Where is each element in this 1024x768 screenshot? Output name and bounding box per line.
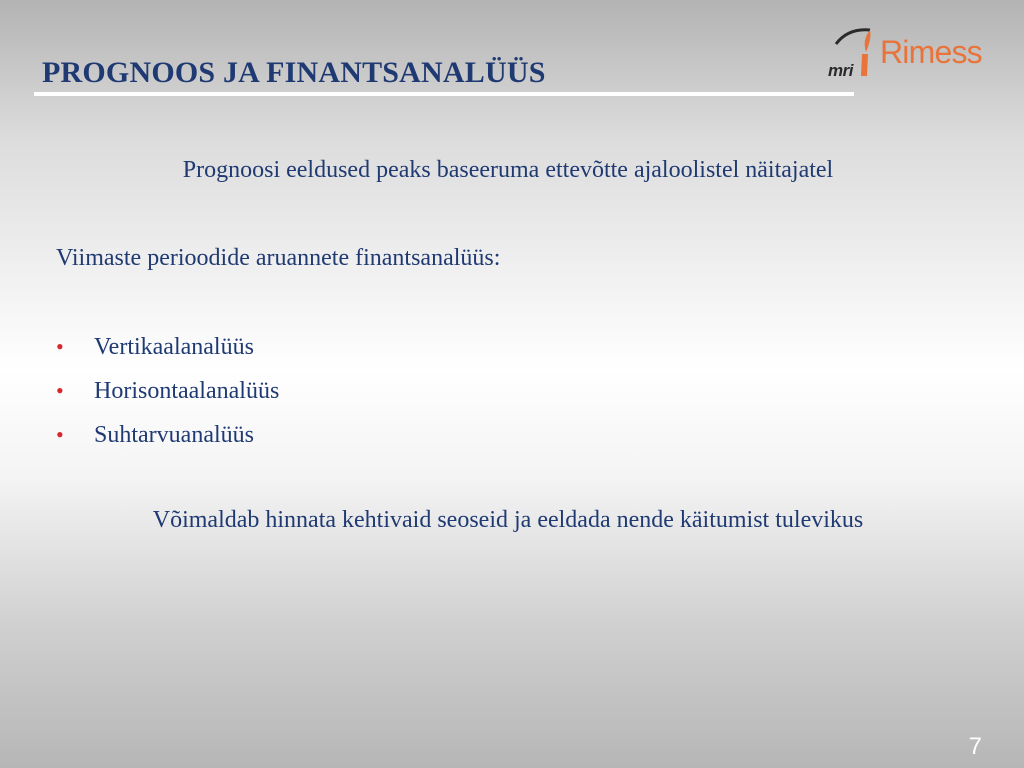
list-heading: Viimaste perioodide aruannete finantsanalüüs: — [56, 245, 501, 271]
bullet-label: Horisontaalanalüüs — [94, 378, 280, 404]
title-underline — [34, 92, 854, 96]
bullet-label: Vertikaalanalüüs — [94, 334, 254, 360]
bullet-dot-icon: • — [56, 334, 64, 359]
company-logo — [826, 24, 996, 84]
slide-title: PROGNOOS JA FINANTSANALÜÜS — [42, 56, 546, 89]
logo-name-text: Rimess — [880, 34, 982, 70]
conclusion-line: Võimaldab hinnata kehtivaid seoseid ja eeldada nende käitumist tulevikus — [152, 507, 864, 533]
logo-mri-text: mri — [828, 61, 853, 80]
intro-line: Prognoosi eeldused peaks baseeruma ettevõtte ajaloolistel näitajatel — [182, 157, 834, 183]
bullet-dot-icon: • — [56, 422, 64, 447]
bullet-label: Suhtarvuanalüüs — [94, 422, 254, 448]
bullet-dot-icon: • — [56, 378, 64, 403]
page-number: 7 — [968, 733, 982, 760]
